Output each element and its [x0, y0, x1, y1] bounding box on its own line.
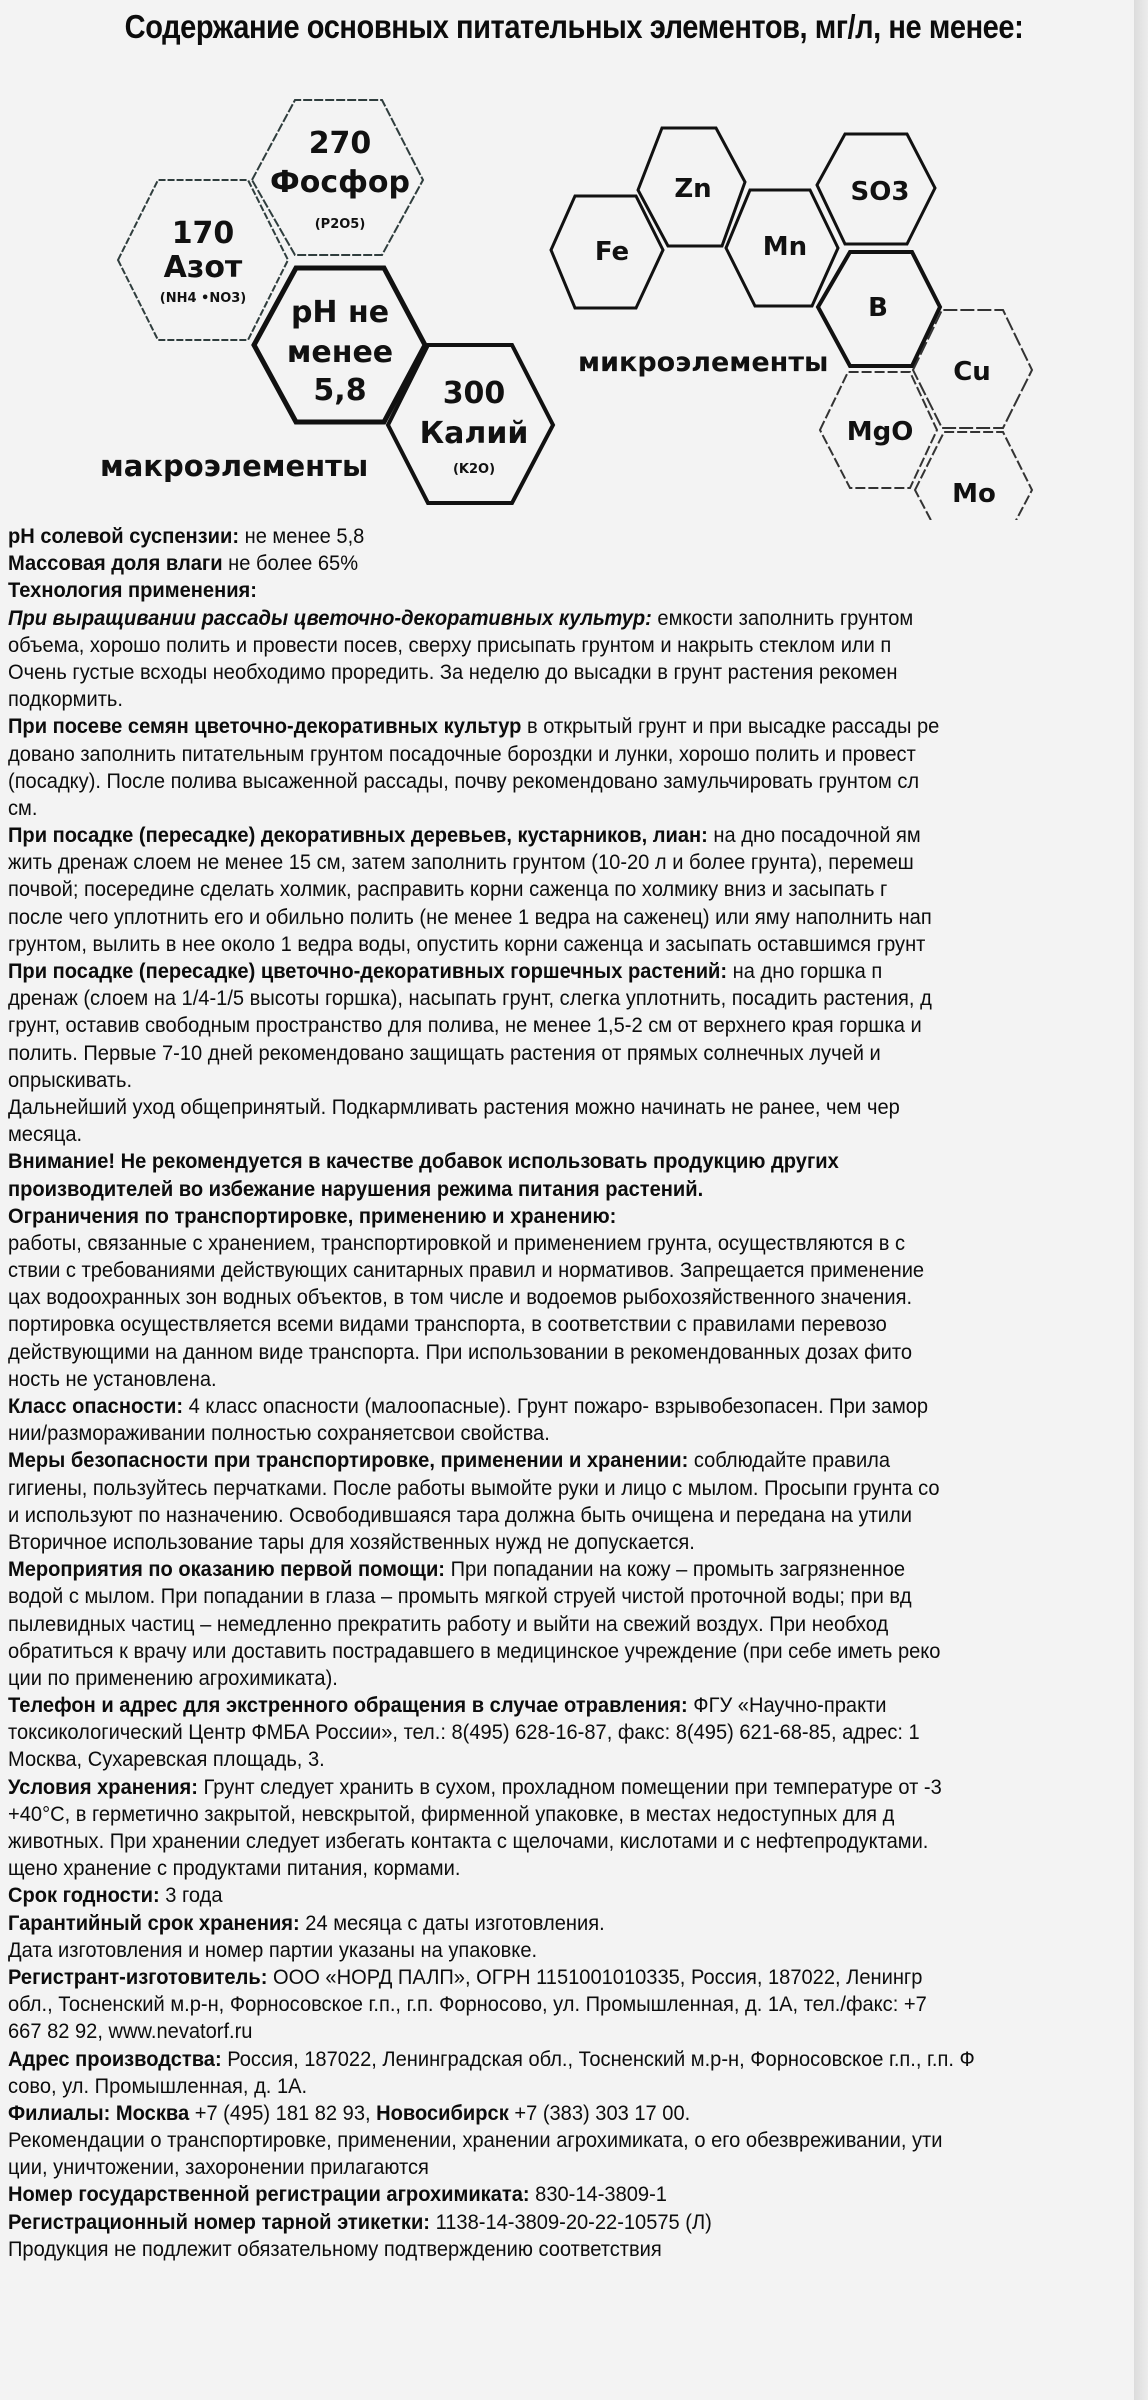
nutrient-hex-diagram: [0, 80, 1148, 520]
text-segment: объема, хорошо полить и провести посев, сверху присыпать грунтом и накрыть стеклом или п: [8, 631, 892, 657]
text-segment: 3 года: [159, 1882, 223, 1908]
text-line: [8, 794, 1148, 821]
text-line: [8, 2153, 1148, 2180]
micro-element: SO3: [850, 177, 910, 207]
text-line: [8, 1229, 1148, 1256]
text-segment: нии/размораживании полностью сохраняетсвои свойства.: [8, 1420, 550, 1446]
bold-label: Номер государственной регистрации агрохимиката:: [8, 2181, 530, 2207]
text-line: [8, 1664, 1148, 1691]
text-segment: ность не установлена.: [8, 1365, 217, 1391]
text-segment: на дно посадочной ям: [707, 822, 921, 848]
text-line: [8, 1474, 1148, 1501]
text-segment: 667 82 92, www.nevatorf.ru: [8, 2018, 253, 2044]
text-segment: почвой; посередине сделать холмик, расправить корни саженца по холмику вниз и засыпать г: [8, 876, 888, 902]
text-line: [8, 1256, 1148, 1283]
ph-line3: 5,8: [313, 373, 367, 408]
text-segment: +7 (495) 181 82 93,: [189, 2099, 377, 2125]
micro-group: [551, 128, 1032, 520]
text-segment: Дата изготовления и номер партии указаны на упаковке.: [8, 1936, 538, 1962]
text-line: [8, 848, 1148, 875]
text-segment: Очень густые всходы необходимо проредить. За неделю до высадки в грунт растения рекомен: [8, 658, 898, 684]
ph-line1: pH не: [290, 295, 390, 330]
nitrogen-formula: (NH4 •NO3): [159, 291, 247, 306]
text-segment: ООО «НОРД ПАЛП», ОГРН 1151001010335, Россия, 187022, Ленингр: [267, 1963, 923, 1989]
text-line: [8, 1881, 1148, 1908]
text-line: [8, 658, 1148, 685]
micro-element: Cu: [953, 357, 991, 387]
text-segment: портировка осуществляется всеми видами транспорта, в соответствии с правилами перевозо: [8, 1311, 887, 1337]
text-segment: месяца.: [8, 1121, 83, 1147]
text-line: [8, 1854, 1148, 1881]
micro-element: Fe: [594, 237, 630, 267]
text-segment: подкормить.: [8, 686, 123, 712]
text-segment: ФГУ «Научно-практи: [687, 1692, 887, 1718]
bold-label: производителей во избежание нарушения режима питания растений.: [8, 1175, 704, 1201]
bold-label: При посеве семян цветочно-декоративных культур: [8, 713, 522, 739]
phosphorus-name: Фосфор: [270, 165, 410, 200]
text-line: [8, 1175, 1148, 1202]
text-line: [8, 1582, 1148, 1609]
text-segment: ции, уничтожении, захоронении прилагаются: [8, 2154, 429, 2180]
text-line: [8, 1610, 1148, 1637]
text-line: [8, 1800, 1148, 1827]
text-segment: соблюдайте правила: [688, 1447, 891, 1473]
text-line: [8, 1093, 1148, 1120]
text-segment: Грунт следует хранить в сухом, прохладном помещении при температуре от -3: [197, 1773, 942, 1799]
text-segment: +7 (383) 303 17 00.: [508, 2099, 691, 2125]
bold-label: При посадке (пересадке) цветочно-декоративных горшечных растений:: [8, 958, 728, 983]
text-segment: емкости заполнить грунтом: [651, 604, 914, 630]
bold-label: Регистрант-изготовитель:: [8, 1963, 268, 1989]
bold-label: Адрес производства:: [8, 2045, 222, 2071]
text-segment: жить дренаж слоем не менее 15 см, затем заполнить грунтом (10-20 л и более грунта), перемеш: [8, 849, 914, 875]
text-segment: после чего уплотнить его и обильно полить (не менее 1 ведра на саженец) или яму наполнить нап: [8, 903, 932, 929]
text-line: [8, 631, 1148, 658]
text-segment: (посадку). После полива высаженной рассады, почву рекомендовано замульчировать грунтом сл: [8, 767, 920, 793]
micro-label: микроэлементы: [578, 347, 829, 378]
text-segment: ствии с требованиями действующих санитарных правил и нормативов. Запрещается применение: [8, 1257, 925, 1283]
text-line: [8, 1827, 1148, 1854]
text-line: [8, 1773, 1148, 1800]
text-line: [8, 522, 1148, 549]
bold-label: Ограничения по транспортировке, применению и хранению:: [8, 1202, 617, 1228]
bold-label: Меры безопасности при транспортировке, применении и хранении:: [8, 1447, 689, 1473]
text-line: [8, 1283, 1148, 1310]
text-segment: Рекомендации о транспортировке, применении, хранении агрохимиката, о его обезвреживании, ути: [8, 2127, 943, 2153]
text-line: [8, 1555, 1148, 1582]
text-segment: щено хранение с продуктами питания, кормами.: [8, 1855, 461, 1881]
bold-label: Срок годности:: [8, 1882, 160, 1908]
text-line: [8, 1963, 1148, 1990]
bold-label: Телефон и адрес для экстренного обращения в случае отравления:: [8, 1692, 688, 1718]
text-segment: не менее 5,8: [239, 523, 365, 548]
bold-label: При посадке (пересадке) декоративных деревьев, кустарников, лиан:: [8, 822, 708, 848]
text-segment: токсикологический Центр ФМБА России», тел.: 8(495) 628-16-87, факс: 8(495) 621-68-85, адрес: 1: [8, 1719, 920, 1745]
text-line: [8, 576, 1148, 603]
text-segment: Дальнейший уход общепринятый. Подкармливать растения можно начинать не ранее, чем чер: [8, 1093, 900, 1119]
bold-label: Технология применения:: [8, 577, 257, 603]
potassium-value: 300: [442, 376, 506, 411]
text-line: [8, 1637, 1148, 1664]
text-segment: 830-14-3809-1: [529, 2181, 667, 2207]
text-line: [8, 1446, 1148, 1473]
text-segment: 24 месяца с даты изготовления.: [299, 1909, 605, 1935]
instructions-text: [8, 522, 1148, 2262]
text-segment: пылевидных частиц – немедленно прекратить работу и выйти на свежий воздух. При необход: [8, 1610, 889, 1636]
text-line: [8, 957, 1148, 984]
text-line: [8, 2126, 1148, 2153]
text-segment: Москва, Сухаревская площадь, 3.: [8, 1746, 325, 1772]
text-segment: сово, ул. Промышленная, д. 1А.: [8, 2072, 308, 2098]
text-segment: обратиться к врачу или доставить пострадавшего в медицинское учреждение (при себе иметь реко: [8, 1637, 941, 1663]
text-line: [8, 1202, 1148, 1229]
text-segment: и используют по назначению. Освободившаяся тара должна быть очищена и передана на утили: [8, 1501, 912, 1527]
text-segment: грунтом, вылить в нее около 1 ведра воды, опустить корни саженца и засыпать оставшимся грунт: [8, 930, 926, 956]
text-segment: Вторичное использование тары для хозяйственных нужд не допускается.: [8, 1528, 695, 1554]
text-segment: 1138-14-3809-20-22-10575 (Л): [429, 2208, 712, 2234]
text-segment: животных. При хранении следует избегать контакта с щелочами, кислотами и с нефтепродуктами.: [8, 1828, 929, 1853]
phosphorus-formula: (P2O5): [314, 217, 366, 232]
bold-label: pH солевой суспензии:: [8, 523, 240, 548]
text-line: [8, 903, 1148, 930]
bold-label: При выращивании рассады цветочно-декоративных культур:: [8, 604, 652, 630]
text-segment: Продукция не подлежит обязательному подтверждению соответствия: [8, 2235, 662, 2261]
text-line: [8, 1745, 1148, 1772]
text-segment: ции по применению агрохимиката).: [8, 1664, 338, 1690]
text-line: [8, 1338, 1148, 1365]
bold-label: Массовая доля влаги: [8, 550, 223, 576]
text-line: [8, 1039, 1148, 1066]
micro-element: Zn: [674, 174, 712, 204]
text-segment: При попадании на кожу – промыть загрязненное: [444, 1556, 906, 1582]
potassium-formula: (K2O): [452, 462, 496, 477]
bold-label: Условия хранения:: [8, 1773, 198, 1799]
micro-element: MgO: [846, 417, 914, 447]
text-line: [8, 1419, 1148, 1446]
bold-label: Гарантийный срок хранения:: [8, 1909, 300, 1935]
micro-element: Mo: [952, 479, 996, 509]
text-line: [8, 767, 1148, 794]
text-segment: полить. Первые 7-10 дней рекомендовано защищать растения от прямых солнечных лучей и: [8, 1039, 881, 1065]
text-line: [8, 2208, 1148, 2235]
bold-label: Класс опасности:: [8, 1393, 184, 1418]
bold-label: Внимание! Не рекомендуется в качестве добавок использовать продукцию других: [8, 1148, 839, 1174]
text-line: [8, 1691, 1148, 1718]
phosphorus-value: 270: [308, 126, 372, 161]
text-segment: в открытый грунт и при высадке рассады ре: [521, 713, 940, 739]
text-segment: на дно горшка п: [727, 958, 883, 983]
text-segment: опрыскивать.: [8, 1066, 133, 1092]
text-line: [8, 1310, 1148, 1337]
text-line: [8, 712, 1148, 739]
macro-group: [100, 100, 553, 503]
text-line: [8, 2045, 1148, 2072]
text-line: [8, 2072, 1148, 2099]
text-segment: водой с мылом. При попадании в глаза – промыть мягкой струей чистой проточной воды; при вд: [8, 1583, 912, 1609]
text-line: [8, 740, 1148, 767]
text-segment: гигиены, пользуйтесь перчатками. После работы вымойте руки и лицо с мылом. Просыпи грунта со: [8, 1474, 940, 1500]
text-segment: работы, связанные с хранением, транспортировкой и применением грунта, осуществляются в с: [8, 1229, 905, 1255]
text-line: [8, 1011, 1148, 1038]
micro-element: B: [868, 293, 888, 323]
text-line: [8, 2017, 1148, 2044]
text-segment: дренаж (слоем на 1/4-1/5 высоты горшка), насыпать грунт, слегка уплотнить, посадить растения, д: [8, 985, 932, 1011]
page-title: Содержание основных питательных элементов, мг/л, не менее:: [124, 8, 1024, 45]
text-line: [8, 1990, 1148, 2017]
text-line: [8, 1528, 1148, 1555]
text-line: [8, 1936, 1148, 1963]
text-line: [8, 2235, 1148, 2262]
ph-line2: менее: [286, 335, 394, 370]
text-line: [8, 875, 1148, 902]
text-line: [8, 1718, 1148, 1745]
text-segment: Россия, 187022, Ленинградская обл., Тосненский м.р-н, Форносовское г.п., г.п. Ф: [221, 2045, 975, 2071]
macro-label: макроэлементы: [100, 449, 369, 483]
micro-element: Mn: [762, 232, 808, 262]
bold-label: Регистрационный номер тарной этикетки:: [8, 2208, 430, 2234]
text-line: [8, 930, 1148, 957]
text-line: [8, 2099, 1148, 2126]
text-line: [8, 1147, 1148, 1174]
text-segment: цах водоохранных зон водных объектов, в том числе и водоемов рыбохозяйственного значения.: [8, 1284, 913, 1310]
bold-label: Филиалы: Москва: [8, 2099, 190, 2125]
text-line: [8, 685, 1148, 712]
nitrogen-name: Азот: [163, 250, 243, 285]
text-segment: +40°С, в герметично закрытой, невскрытой, фирменной упаковке, в местах недоступных для д: [8, 1800, 895, 1826]
text-line: [8, 1066, 1148, 1093]
text-line: [8, 1909, 1148, 1936]
text-line: [8, 821, 1148, 848]
potassium-name: Калий: [419, 416, 529, 451]
text-line: [8, 1392, 1148, 1419]
text-line: [8, 604, 1148, 631]
bold-label: Мероприятия по оказанию первой помощи:: [8, 1556, 445, 1582]
text-segment: не более 65%: [222, 550, 359, 576]
text-line: [8, 1120, 1148, 1147]
text-line: [8, 549, 1148, 576]
text-line: [8, 1501, 1148, 1528]
text-segment: довано заполнить питательным грунтом посадочные бороздки и лунки, хорошо полить и провест: [8, 740, 916, 766]
nitrogen-value: 170: [171, 216, 235, 251]
bold-label: Новосибирск: [376, 2099, 509, 2125]
text-segment: см.: [8, 794, 38, 820]
text-segment: действующими на данном виде транспорта. При использовании в рекомендованных дозах фито: [8, 1338, 912, 1364]
text-segment: обл., Тосненский м.р-н, Форносовское г.п., г.п. Форносово, ул. Промышленная, д. 1А, тел./факс: +7: [8, 1991, 927, 2017]
text-line: [8, 2180, 1148, 2207]
text-line: [8, 1365, 1148, 1392]
text-line: [8, 984, 1148, 1011]
text-segment: грунт, оставив свободным пространство для полива, не менее 1,5-2 см от верхнего края горшка и: [8, 1012, 922, 1038]
text-segment: 4 класс опасности (малоопасные). Грунт пожаро- взрывобезопасен. При замор: [183, 1393, 929, 1418]
